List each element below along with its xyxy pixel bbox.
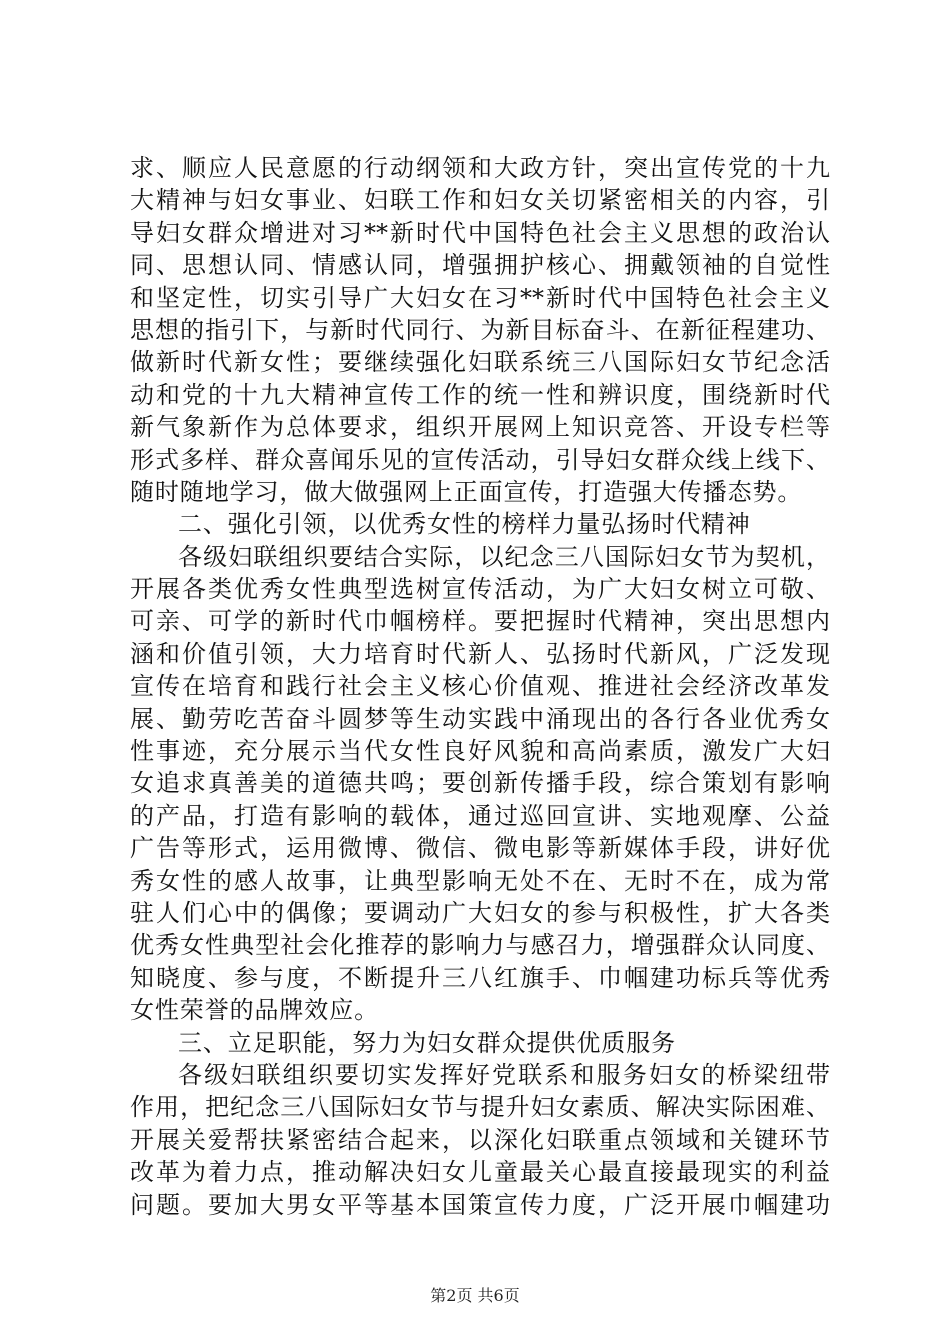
text-line: 同、思想认同、情感认同，增强拥护核心、拥戴领袖的自觉性 <box>130 251 830 280</box>
text-line: 思想的指引下，与新时代同行、为新目标奋斗、在新征程建功、 <box>130 315 830 344</box>
text-line: 可亲、可学的新时代巾帼榜样。要把握时代精神，突出思想内 <box>130 607 830 636</box>
text-line: 动和党的十九大精神宣传工作的统一性和辨识度，围绕新时代 <box>130 380 830 409</box>
text-line: 宣传在培育和践行社会主义核心价值观、推进社会经济改革发 <box>130 672 830 701</box>
text-line: 大精神与妇女事业、妇联工作和妇女关切紧密相关的内容，引 <box>130 186 830 215</box>
section-heading: 二、强化引领，以优秀女性的榜样力量弘扬时代精神 <box>178 510 751 539</box>
text-line: 做新时代新女性；要继续强化妇联系统三八国际妇女节纪念活 <box>130 348 830 377</box>
page-number-footer: 第2页 共6页 <box>430 1286 520 1305</box>
text-line: 问题。要加大男女平等基本国策宣传力度，广泛开展巾帼建功 <box>130 1190 830 1219</box>
text-line: 和坚定性，切实引导广大妇女在习**新时代中国特色社会主义 <box>130 283 830 312</box>
text-line: 展、勤劳吃苦奋斗圆梦等生动实践中涌现出的各行各业优秀女 <box>130 704 830 733</box>
text-line: 优秀女性典型社会化推荐的影响力与感召力，增强群众认同度、 <box>130 931 830 960</box>
text-line: 新气象新作为总体要求，组织开展网上知识竞答、开设专栏等 <box>130 413 830 442</box>
paragraph-first-line: 各级妇联组织要结合实际，以纪念三八国际妇女节为契机， <box>178 542 830 571</box>
text-line: 作用，把纪念三八国际妇女节与提升妇女素质、解决实际困难、 <box>130 1093 830 1122</box>
text-line: 开展关爱帮扶紧密结合起来，以深化妇联重点领域和关键环节 <box>130 1125 830 1154</box>
section-heading: 三、立足职能，努力为妇女群众提供优质服务 <box>178 1028 676 1057</box>
text-line: 广告等形式，运用微博、微信、微电影等新媒体手段，讲好优 <box>130 834 830 863</box>
paragraph-end-line: 女性荣誉的品牌效应。 <box>130 996 379 1025</box>
text-line: 性事迹，充分展示当代女性良好风貌和高尚素质，激发广大妇 <box>130 737 830 766</box>
text-line: 知晓度、参与度，不断提升三八红旗手、巾帼建功标兵等优秀 <box>130 963 830 992</box>
text-line: 涵和价值引领，大力培育时代新人、弘扬时代新风，广泛发现 <box>130 639 830 668</box>
text-line: 秀女性的感人故事，让典型影响无处不在、无时不在，成为常 <box>130 866 830 895</box>
text-line: 导妇女群众增进对习**新时代中国特色社会主义思想的政治认 <box>130 218 830 247</box>
text-line: 的产品，打造有影响的载体，通过巡回宣讲、实地观摩、公益 <box>130 801 830 830</box>
text-line: 女追求真善美的道德共鸣；要创新传播手段，综合策划有影响 <box>130 769 830 798</box>
text-line: 形式多样、群众喜闻乐见的宣传活动，引导妇女群众线上线下、 <box>130 445 830 474</box>
paragraph-first-line: 各级妇联组织要切实发挥好党联系和服务妇女的桥梁纽带 <box>178 1060 830 1089</box>
text-line: 改革为着力点，推动解决妇女儿童最关心最直接最现实的利益 <box>130 1158 830 1187</box>
document-body <box>130 152 830 1221</box>
text-line: 开展各类优秀女性典型选树宣传活动，为广大妇女树立可敬、 <box>130 575 830 604</box>
text-line: 求、顺应人民意愿的行动纲领和大政方针，突出宣传党的十九 <box>130 154 830 182</box>
text-line: 驻人们心中的偶像；要调动广大妇女的参与积极性，扩大各类 <box>130 898 830 927</box>
paragraph-end-line: 随时随地学习，做大做强网上正面宣传，打造强大传播态势。 <box>130 477 803 506</box>
